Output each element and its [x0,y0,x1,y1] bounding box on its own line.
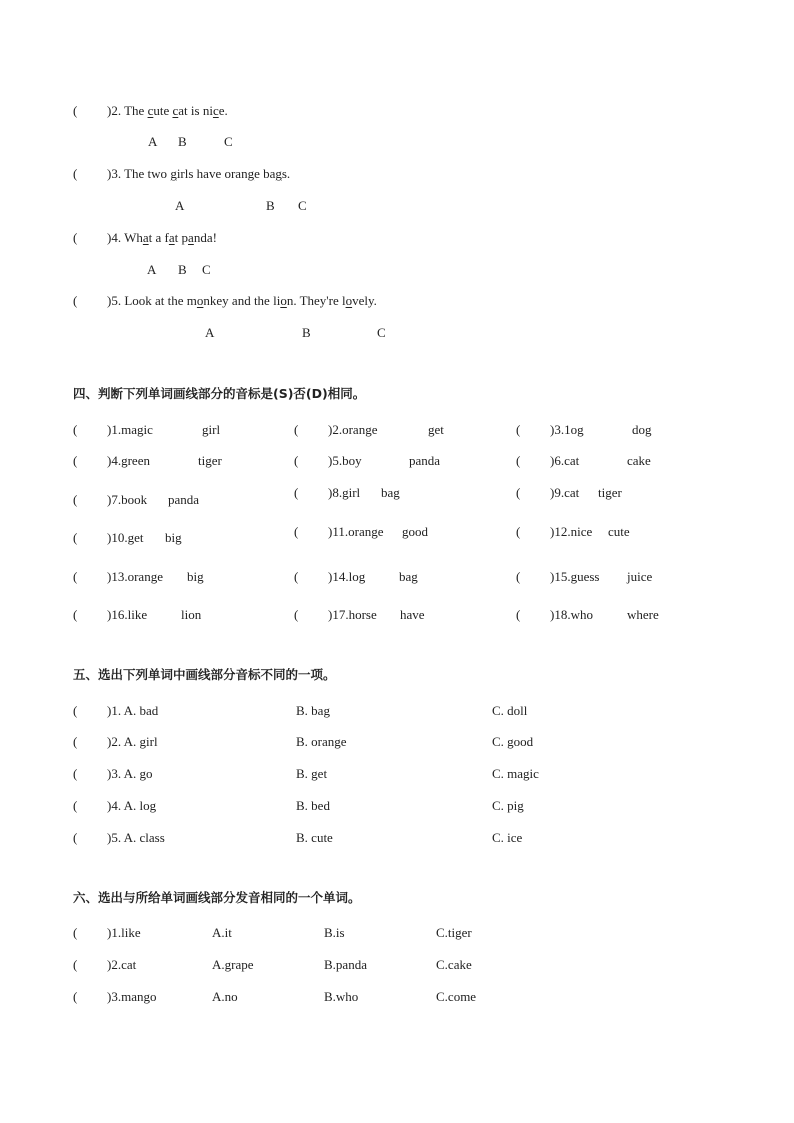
s4-item-4-compare: tiger [198,453,222,468]
s5-item-5-option-c: C. ice [492,830,523,845]
s3-question-3: ( )3. The two girls have orange bags. [73,166,291,181]
s3-q5-option-a: A [205,325,215,340]
s3-q2-option-b: B [178,134,187,149]
s4-item-6: ( )6.cat [516,453,580,468]
s4-item-3-compare: dog [632,422,652,437]
s4-item-6-compare: cake [627,453,651,468]
s4-item-16-compare: lion [181,607,202,622]
s4-item-12: ( )12.nice [516,524,593,539]
section-4-heading: 四、判断下列单词画线部分的音标是(S)否(D)相同。 [73,386,366,401]
s6-item-1-option-a: A.it [212,925,232,940]
s5-item-4: ( )4. A. log [73,798,157,813]
s6-item-3-option-c: C.come [436,989,477,1004]
s3-q5-option-b: B [302,325,311,340]
s3-q3-option-c: C [298,198,307,213]
s3-q3-option-b: B [266,198,275,213]
s4-item-17: ( )17.horse [294,607,377,622]
s3-q4-option-a: A [147,262,157,277]
s5-item-3-option-b: B. get [296,766,328,781]
s4-item-11-compare: good [402,524,428,539]
s4-item-7-compare: panda [168,492,200,507]
s4-item-8: ( )8.girl [294,485,361,500]
s5-item-4-option-b: B. bed [296,798,330,813]
s5-item-5-option-b: B. cute [296,830,333,845]
s6-item-3-option-b: B.who [324,989,359,1004]
s5-item-4-option-c: C. pig [492,798,524,813]
s4-item-13: ( )13.orange [73,569,163,584]
s4-item-5: ( )5.boy [294,453,362,468]
section-6-heading: 六、选出与所给单词画线部分发音相同的一个单词。 [73,890,361,905]
s3-q2-option-c: C [224,134,233,149]
s4-item-4: ( )4.green [73,453,150,468]
s4-item-10: ( )10.get [73,530,144,545]
s3-q5-option-c: C [377,325,386,340]
s4-item-17-compare: have [400,607,425,622]
s3-q2-option-a: A [148,134,158,149]
s4-item-13-compare: big [187,569,204,584]
s4-item-15-compare: juice [627,569,653,584]
s4-item-8-compare: bag [381,485,400,500]
s3-q4-option-b: B [178,262,187,277]
s4-item-1: ( )1.magic [73,422,153,437]
s4-item-3: ( )3.1og [516,422,584,437]
s6-item-2: ( )2.cat [73,957,137,972]
s6-item-1: ( )1.like [73,925,141,940]
s4-item-18: ( )18.who [516,607,593,622]
s3-q4-option-c: C [202,262,211,277]
s5-item-1-option-b: B. bag [296,703,330,718]
s4-item-14: ( )14.log [294,569,366,584]
s4-item-10-compare: big [165,530,182,545]
s4-item-9: ( )9.cat [516,485,580,500]
s4-item-2-compare: get [428,422,444,437]
s3-q3-option-a: A [175,198,185,213]
s5-item-1: ( )1. A. bad [73,703,159,718]
s5-item-3: ( )3. A. go [73,766,153,781]
s6-item-3-option-a: A.no [212,989,238,1004]
s6-item-2-option-a: A.grape [212,957,254,972]
s4-item-15: ( )15.guess [516,569,600,584]
s4-item-12-compare: cute [608,524,630,539]
s4-item-14-compare: bag [399,569,418,584]
s6-item-2-option-b: B.panda [324,957,367,972]
s6-item-3: ( )3.mango [73,989,157,1004]
s3-question-5: ( )5. Look at the monkey and the lion. They're lovely. [73,293,377,308]
s4-item-9-compare: tiger [598,485,622,500]
s5-item-3-option-c: C. magic [492,766,539,781]
s6-item-2-option-c: C.cake [436,957,472,972]
section-5-heading: 五、选出下列单词中画线部分音标不同的一项。 [73,667,336,682]
s4-item-11: ( )11.orange [294,524,384,539]
s4-item-18-compare: where [627,607,659,622]
s6-item-1-option-c: C.tiger [436,925,472,940]
s4-item-16: ( )16.like [73,607,148,622]
s3-question-4: ( )4. What a fat panda! [73,230,217,245]
s5-item-2: ( )2. A. girl [73,734,158,749]
s4-item-2: ( )2.orange [294,422,378,437]
s4-item-5-compare: panda [409,453,441,468]
s6-item-1-option-b: B.is [324,925,345,940]
s4-item-7: ( )7.book [73,492,148,507]
s3-question-2: ( )2. The cute cat is nice. [73,103,228,118]
s5-item-2-option-b: B. orange [296,734,347,749]
s5-item-1-option-c: C. doll [492,703,528,718]
s5-item-5: ( )5. A. class [73,830,165,845]
s4-item-1-compare: girl [202,422,221,437]
s5-item-2-option-c: C. good [492,734,534,749]
